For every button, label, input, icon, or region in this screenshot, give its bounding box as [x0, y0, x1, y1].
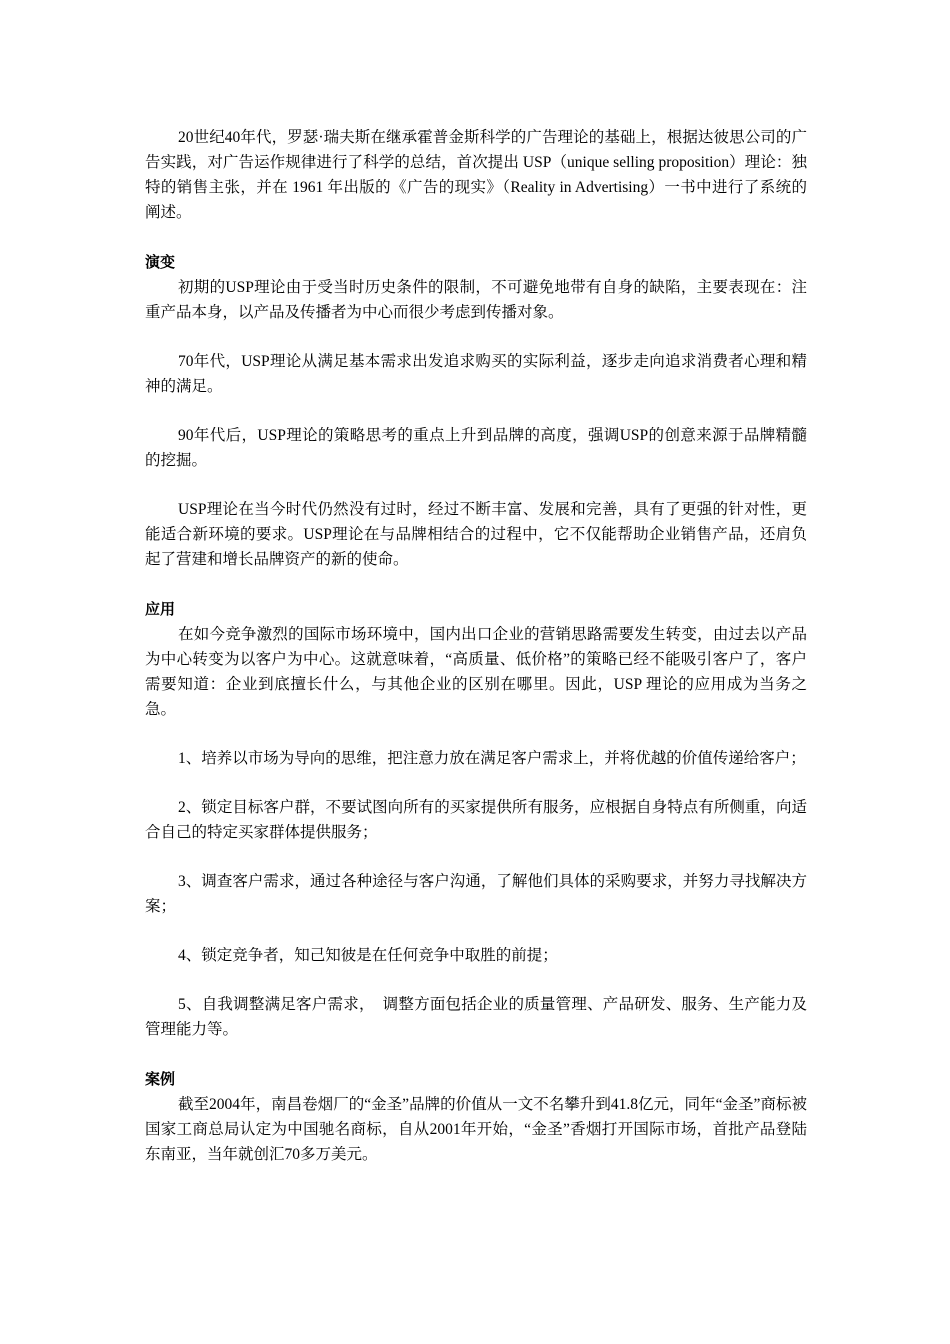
- case-paragraph-1: 截至2004年，南昌卷烟厂的“金圣”品牌的价值从一文不名攀升到41.8亿元，同年“金圣”商标被国家工商总局认定为中国驰名商标，自从2001年开始，“金圣”香烟打开国际市场，首批产品登陆东南亚，当年就创汇70多万美元。: [145, 1096, 807, 1163]
- application-item-5: 5、自我调整满足客户需求， 调整方面包括企业的质量管理、产品研发、服务、生产能力及管理能力等。: [145, 996, 807, 1038]
- section-heading-case: 案例: [145, 1070, 176, 1088]
- section-heading-evolution: 演变: [145, 253, 176, 271]
- intro-paragraph: 20世纪40年代，罗瑟·瑞夫斯在继承霍普金斯科学的广告理论的基础上，根据达彼思公司的广告实践，对广告运作规律进行了科学的总结，首次提出 USP（unique selling proposition）理论：独特的销售主张，并在 1961 年出版的《广告的现实》（Reality in Advertising）一书中进行了系统的阐述。: [145, 129, 807, 221]
- application-item-3: 3、调查客户需求，通过各种途径与客户沟通，了解他们具体的采购要求，并努力寻找解决方案；: [145, 873, 807, 915]
- application-item-2: 2、锁定目标客户群，不要试图向所有的买家提供所有服务，应根据自身特点有所侧重，向适合自己的特定买家群体提供服务；: [145, 799, 807, 841]
- section-heading-application: 应用: [145, 600, 176, 618]
- section-case: [145, 1067, 807, 1167]
- evolution-paragraph-4: USP理论在当今时代仍然没有过时，经过不断丰富、发展和完善，具有了更强的针对性，更能适合新环境的要求。USP理论在与品牌相结合的过程中，它不仅能帮助企业销售产品，还肩负起了营建和增长品牌资产的新的使命。: [145, 501, 807, 568]
- application-paragraph-1: 在如今竞争激烈的国际市场环境中，国内出口企业的营销思路需要发生转变，由过去以产品为中心转变为以客户为中心。这就意味着，“高质量、低价格”的策略已经不能吸引客户了，客户需要知道：企业到底擅长什么，与其他企业的区别在哪里。因此，USP 理论的应用成为当务之急。: [145, 626, 807, 718]
- evolution-paragraph-1: 初期的USP理论由于受当时历史条件的限制，不可避免地带有自身的缺陷，主要表现在：注重产品本身，以产品及传播者为中心而很少考虑到传播对象。: [145, 279, 807, 321]
- evolution-paragraph-3: 90年代后，USP理论的策略思考的重点上升到品牌的高度，强调USP的创意来源于品牌精髓的挖掘。: [145, 427, 807, 469]
- section-evolution: [145, 250, 807, 572]
- evolution-paragraph-2: 70年代，USP理论从满足基本需求出发追求购买的实际利益，逐步走向追求消费者心理和精神的满足。: [145, 353, 807, 395]
- document-page: [145, 125, 807, 1167]
- application-item-1: 1、培养以市场为导向的思维，把注意力放在满足客户需求上，并将优越的价值传递给客户；: [178, 750, 806, 767]
- section-application: [145, 597, 807, 1042]
- application-item-4: 4、锁定竞争者，知己知彼是在任何竞争中取胜的前提；: [178, 947, 558, 964]
